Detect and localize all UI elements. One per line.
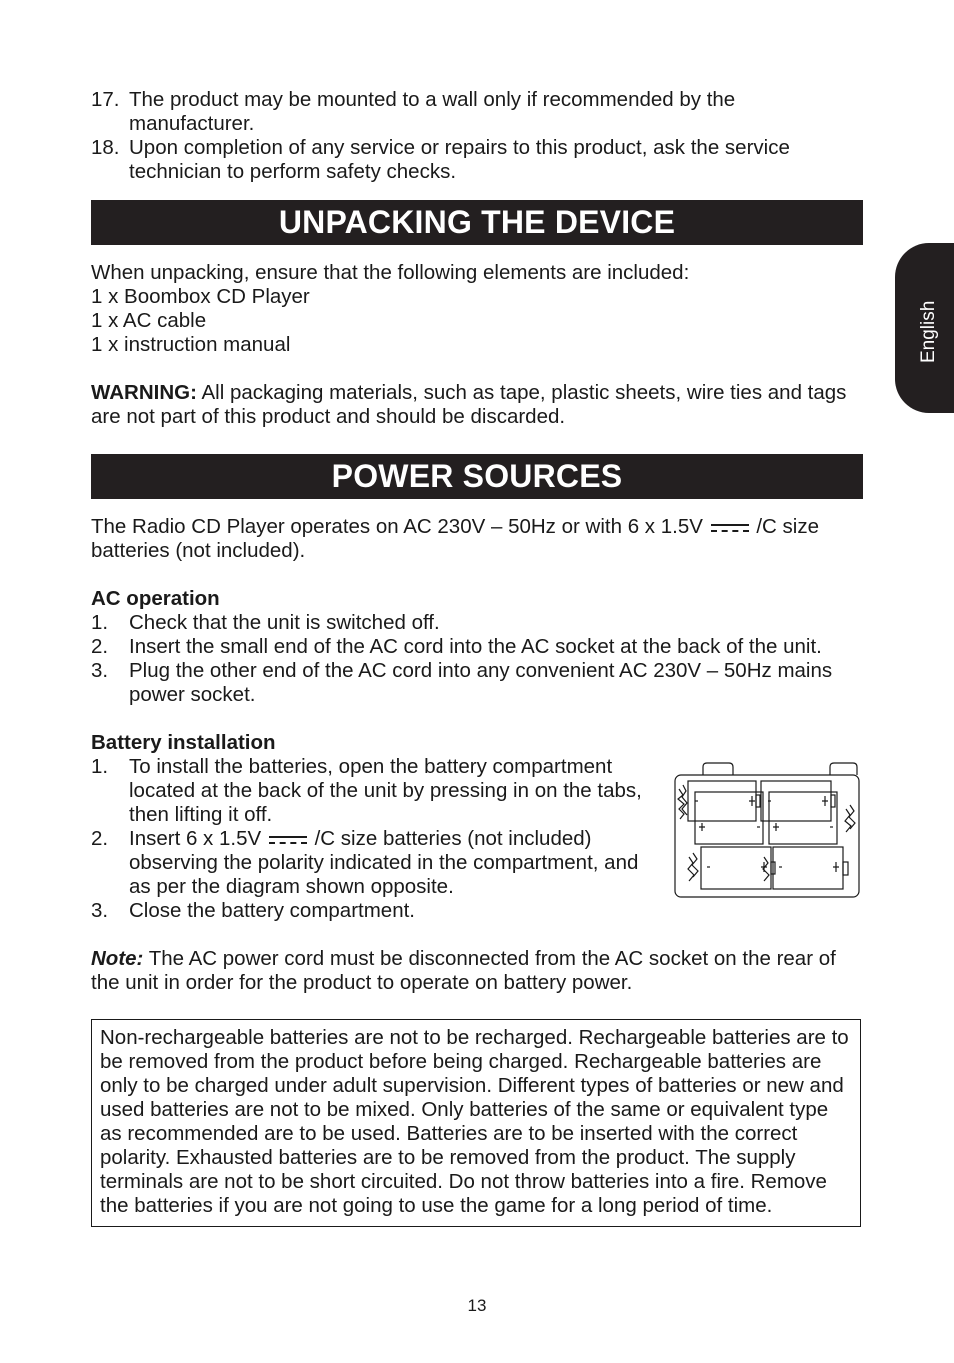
power-intro	[91, 515, 863, 563]
power-sources-heading: POWER SOURCES	[91, 454, 863, 499]
list-text	[129, 827, 651, 899]
list-text: Close the battery compartment.	[129, 899, 415, 922]
battery-steps	[91, 755, 651, 923]
warning-text: All packaging materials, such as tape, plastic sheets, wire ties and tags are not part of this product and should be discarded.	[91, 381, 847, 428]
list-text: Check that the unit is switched off.	[129, 611, 440, 634]
power-intro-text: The Radio CD Player operates on AC 230V – 50Hz or with 6 x 1.5V	[91, 515, 703, 538]
list-number: 17.	[91, 88, 120, 111]
battery-installation	[91, 755, 863, 923]
list-number: 3.	[91, 899, 109, 922]
battery-step-text-end: /C size batteries (not included) observing the polarity indicated in the compartment, and as per the diagram shown opposite.	[129, 827, 639, 898]
list-item	[91, 611, 863, 635]
list-text: To install the batteries, open the battery compartment located at the back of the unit by pressing in on the tabs, then lifting it off.	[129, 755, 642, 826]
list-number: 3.	[91, 659, 109, 682]
list-number: 2.	[91, 827, 109, 850]
list-text: Upon completion of any service or repairs to this product, ask the service technician to perform safety checks.	[129, 136, 790, 183]
warning-label: WARNING:	[91, 381, 197, 404]
list-number: 1.	[91, 611, 109, 634]
list-item	[91, 635, 863, 659]
battery-installation-heading: Battery installation	[91, 731, 276, 754]
list-item	[91, 827, 651, 899]
list-text: Insert the small end of the AC cord into the AC socket at the back of the unit.	[129, 635, 822, 658]
ac-steps	[91, 611, 863, 707]
language-tab-label: English	[918, 300, 939, 363]
unpacking-intro: When unpacking, ensure that the following elements are included:	[91, 261, 690, 284]
package-item: 1 x AC cable	[91, 309, 207, 332]
list-text: The product may be mounted to a wall only if recommended by the manufacturer.	[129, 88, 736, 135]
dc-symbol-icon	[711, 522, 749, 534]
list-item	[91, 88, 863, 136]
unpacking-section	[91, 261, 863, 429]
packaging-warning	[91, 381, 863, 429]
battery-warning-text: Non-rechargeable batteries are not to be recharged. Rechargeable batteries are to be removed from the product before being charged. Rechargeable batteries are only to be charged under adult supervision. Different types of batteries or new and used batteries are not to be mixed. Only batteries of the same or equivalent type as recommended are to be used. Batteries are to be inserted with the correct polarity. Exhausted batteries are to be removed from the product. The supply terminals are not to be short circuited. Do not throw batteries into a fire. Remove the batteries if you are not going to use the game for a long period of time.	[100, 1026, 849, 1217]
ac-operation-heading: AC operation	[91, 587, 220, 610]
language-tab	[895, 243, 954, 413]
list-number: 2.	[91, 635, 109, 658]
power-note	[91, 947, 863, 995]
note-label: Note:	[91, 947, 144, 970]
list-item	[91, 136, 863, 184]
list-number: 1.	[91, 755, 109, 778]
list-item	[91, 659, 863, 707]
battery-step-text: Insert 6 x 1.5V	[129, 827, 262, 850]
page-number: 13	[467, 1296, 487, 1315]
power-section	[91, 515, 863, 995]
list-text: Plug the other end of the AC cord into any convenient AC 230V – 50Hz mains power socket.	[129, 659, 833, 706]
dc-symbol-icon	[269, 834, 307, 846]
list-number: 18.	[91, 136, 120, 159]
battery-diagram-icon	[673, 759, 861, 923]
note-text: The AC power cord must be disconnected from the AC socket on the rear of the unit in order for the product to operate on battery power.	[91, 947, 836, 994]
power-intro-text-end: /C size batteries (not included).	[91, 515, 819, 562]
page-content	[91, 88, 863, 1227]
package-item: 1 x instruction manual	[91, 333, 291, 356]
list-item	[91, 899, 651, 923]
battery-warning-box	[91, 1019, 861, 1227]
package-item: 1 x Boombox CD Player	[91, 285, 310, 308]
unpacking-heading: UNPACKING THE DEVICE	[91, 200, 863, 245]
list-item	[91, 755, 651, 827]
intro-list	[91, 88, 863, 184]
